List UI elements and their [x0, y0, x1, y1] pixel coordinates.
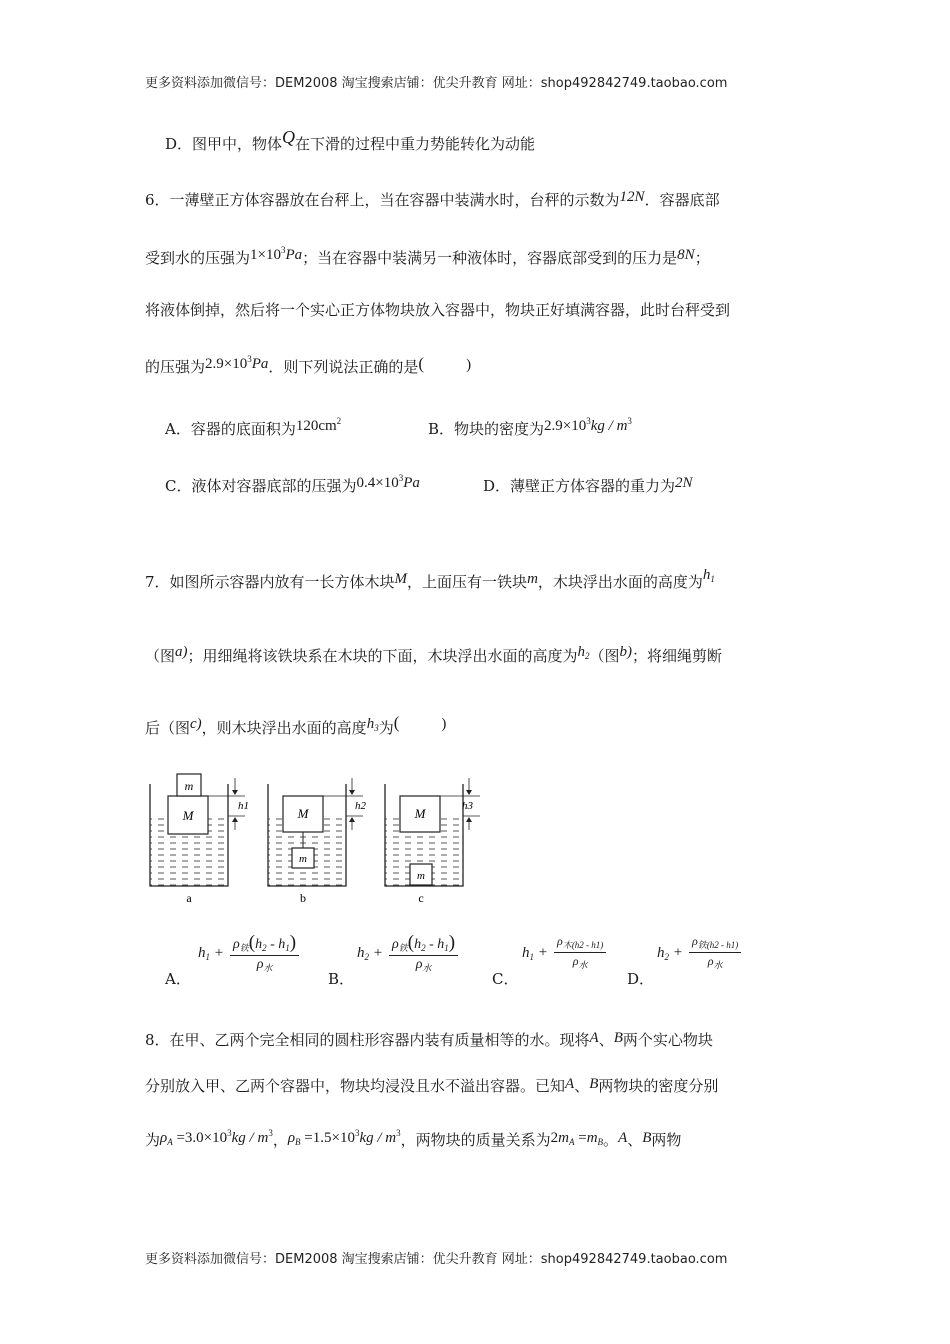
fig-a-M: M — [182, 808, 194, 823]
q6-unit: Pa — [251, 356, 269, 372]
q6-option-c — [165, 475, 420, 496]
q8-line-3 — [145, 1126, 681, 1155]
answer-paren-close: ) — [466, 357, 472, 373]
small-expr: (h2 - h1) — [706, 940, 739, 950]
minus: - — [425, 937, 438, 952]
q7-line-2 — [145, 646, 722, 671]
q7-sub: 1 — [285, 943, 290, 953]
q6-text: ．容器底部 — [644, 191, 720, 209]
option-value: 120cm — [295, 418, 337, 434]
plus-sign: + — [214, 945, 224, 961]
option-text: B．物块的密度为 — [428, 420, 545, 438]
q7-var: b) — [619, 644, 633, 660]
small-expr: (h2 - h1) — [571, 940, 604, 950]
sub-water: 水 — [263, 963, 273, 973]
rho: ρ — [557, 934, 563, 948]
q6-text: 将液体倒掉，然后将一个实心正方体物块放入容器中，物块正好填满容器，此时台秤受到 — [145, 301, 731, 319]
paren: ( — [248, 932, 256, 953]
q8-sub: B — [597, 1137, 604, 1147]
q7-text: ，上面压有一铁块 — [407, 573, 528, 591]
sub-iron: 铁 — [697, 940, 707, 950]
figure-c — [385, 778, 480, 905]
option-exp: 3 — [627, 416, 632, 426]
option-value: 2.9×10 — [544, 418, 587, 434]
fraction — [389, 932, 458, 974]
rho: ρ — [160, 1130, 168, 1146]
answer-paren-close: ) — [441, 716, 447, 732]
q7-var: h — [357, 945, 365, 961]
fig-a-h1: h1 — [238, 800, 249, 812]
q5-option-d — [165, 127, 536, 154]
q7-var: h — [278, 937, 286, 952]
q8-sub: A — [568, 1137, 575, 1147]
q8-text: 8．在甲、乙两个完全相同的圆柱形容器内装有质量相等的水。现将 — [145, 1031, 590, 1049]
q6-exp: 3 — [247, 354, 252, 364]
q8-exp: 3 — [268, 1128, 273, 1138]
q7-var: h — [255, 937, 263, 952]
rho: ρ — [233, 937, 240, 952]
q7-var: h — [522, 944, 530, 961]
q7-text: 7．如图所示容器内放有一长方体木块 — [145, 573, 395, 591]
q7-var: h — [198, 945, 206, 961]
q7-line-3 — [145, 713, 447, 743]
q7-option-d — [657, 934, 743, 971]
rho: ρ — [392, 937, 399, 952]
q8-text: ， — [272, 1131, 288, 1149]
rho: ρ — [256, 957, 264, 972]
q8-var: m — [558, 1130, 569, 1146]
q6-value: 2.9×10 — [205, 356, 248, 372]
q6-option-b — [428, 418, 632, 439]
fig-label-a: a — [186, 891, 192, 905]
q7-var: h — [414, 937, 422, 952]
option-unit: kg / m — [590, 418, 628, 434]
q7-text: 为 — [378, 719, 394, 737]
plus-sign: + — [373, 945, 383, 961]
plus-sign: + — [538, 944, 548, 961]
q8-var: A — [565, 1076, 575, 1092]
minus: - — [266, 937, 279, 952]
paren: ( — [407, 932, 415, 953]
q7-option-a-label: A． — [165, 970, 191, 988]
q8-text: 两物 — [651, 1131, 682, 1149]
option-text: D．薄壁正方体容器的重力为 — [483, 477, 676, 495]
q6-value: 1×10 — [250, 247, 281, 263]
q7-var: M — [394, 571, 408, 587]
q7-sub: 2 — [421, 943, 426, 953]
option-exp: 2 — [336, 416, 342, 426]
fig-b-m: m — [299, 853, 307, 865]
q7-var: h — [702, 567, 711, 583]
q7-sub: 1 — [710, 574, 715, 584]
fig-label-b: b — [300, 891, 306, 905]
q8-line-2 — [145, 1076, 718, 1097]
q7-var: h — [437, 937, 445, 952]
option-text: C．液体对容器底部的压强为 — [165, 477, 357, 495]
rho: ρ — [707, 954, 714, 968]
q6-unit: Pa — [285, 247, 303, 263]
q7-text: 后（图 — [145, 719, 191, 737]
q6-line-2 — [145, 244, 710, 269]
fig-a-m: m — [184, 779, 194, 793]
fig-b-h2: h2 — [355, 800, 366, 812]
fig-b-M: M — [297, 806, 309, 821]
q6-line-3 — [145, 300, 730, 320]
q6-text: ．则下列说法正确的是 — [268, 358, 419, 376]
q8-var: B — [589, 1076, 599, 1092]
q7-line-1 — [145, 567, 715, 597]
q8-value: =1.5×10 — [300, 1130, 355, 1146]
option-exp: 3 — [398, 473, 404, 483]
q8-value: =3.0×10 — [172, 1130, 228, 1146]
q8-text: 。 — [603, 1131, 619, 1149]
figure-a — [150, 774, 249, 905]
q7-text: ；将细绳剪断 — [632, 647, 723, 665]
q8-text: 两物块的密度分别 — [598, 1077, 719, 1095]
q7-figure — [145, 768, 485, 908]
answer-paren-open: ( — [393, 713, 400, 732]
sub-iron: 铁 — [239, 943, 249, 953]
q7-option-c — [522, 934, 608, 971]
q8-value: 2 — [550, 1130, 559, 1146]
q8-text: 、 — [598, 1031, 614, 1049]
q8-var: A — [618, 1130, 628, 1146]
q7-var: m — [527, 571, 538, 587]
paren: ) — [289, 932, 297, 953]
sub-wood: 木 — [562, 940, 572, 950]
q7-sub: 2 — [262, 943, 267, 953]
q8-sub: B — [295, 1137, 301, 1147]
q6-value: 12N — [619, 189, 645, 205]
q8-text: ，两物块的质量关系为 — [400, 1131, 551, 1149]
q7-option-d-label: D． — [627, 970, 655, 988]
sub-iron: 铁 — [398, 943, 408, 953]
q8-var: B — [613, 1030, 623, 1046]
q8-exp: 3 — [354, 1128, 360, 1138]
rho: ρ — [287, 1130, 296, 1146]
q6-option-d — [483, 475, 693, 496]
q5-d-var: Q — [282, 127, 296, 147]
q5-d-text: D．图甲中，物体 — [165, 135, 283, 153]
plus-sign: + — [673, 944, 683, 961]
fraction — [554, 934, 606, 971]
q7-var: h — [577, 644, 586, 660]
q8-line-1 — [145, 1030, 713, 1051]
option-value: 2N — [675, 475, 693, 491]
q7-sub: 3 — [374, 723, 379, 733]
option-unit: Pa — [403, 475, 420, 491]
option-value: 0.4×10 — [356, 475, 399, 491]
q7-sub: 2 — [364, 952, 369, 962]
q7-option-b — [357, 932, 460, 974]
q6-text: ；当在容器中装满另一种液体时，容器底部受到的压力是 — [302, 249, 678, 267]
q6-value: 8N — [677, 247, 695, 263]
q6-text: 的压强为 — [145, 358, 206, 376]
sub-water: 水 — [713, 960, 723, 970]
paren: ) — [448, 932, 456, 953]
option-exp: 3 — [586, 416, 591, 426]
q7-text: ；用细绳将该铁块系在木块的下面，木块浮出水面的高度为 — [187, 647, 578, 665]
q6-line-1 — [145, 190, 720, 211]
q7-sub: 2 — [585, 651, 590, 661]
fig-c-m: m — [417, 870, 425, 882]
q7-sub: 1 — [444, 943, 449, 953]
rho: ρ — [572, 954, 579, 968]
q8-text: 为 — [145, 1131, 161, 1149]
q8-value: = — [574, 1130, 587, 1146]
fig-label-c: c — [418, 891, 424, 905]
q7-option-a — [198, 932, 301, 974]
fig-c-M: M — [414, 806, 426, 821]
q8-exp: 3 — [396, 1128, 401, 1138]
q6-option-a — [165, 418, 341, 439]
sub-water: 水 — [578, 960, 588, 970]
q8-text: 分别放入甲、乙两个容器中，物块均浸没且水不溢出容器。已知 — [145, 1077, 566, 1095]
q6-exp: 3 — [280, 245, 286, 255]
q8-text: 、 — [574, 1077, 590, 1095]
q6-text: 6．一薄壁正方体容器放在台秤上，当在容器中装满水时，台秤的示数为 — [145, 191, 620, 209]
q6-text: 受到水的压强为 — [145, 249, 251, 267]
q8-text: 两个实心物块 — [622, 1031, 713, 1049]
q7-text: （图 — [145, 647, 176, 665]
q7-var: a) — [175, 644, 188, 660]
q7-var: c) — [190, 716, 202, 732]
q7-text: ，木块浮出水面的高度为 — [537, 573, 703, 591]
q7-sub: 2 — [664, 951, 669, 962]
option-text: A．容器的底面积为 — [165, 420, 296, 438]
fraction — [689, 934, 741, 971]
q8-var: m — [586, 1130, 598, 1146]
page-header: 更多资料添加微信号：DEM2008 淘宝搜索店铺：优尖升教育 网址：shop492842749.taobao.com — [145, 76, 728, 91]
sub-water: 水 — [422, 963, 432, 973]
q6-text: ； — [694, 249, 710, 267]
q7-option-b-label: B． — [328, 970, 355, 988]
q7-var: h — [657, 944, 665, 961]
q5-d-text-after: 在下滑的过程中重力势能转化为动能 — [295, 135, 536, 153]
q8-text: 、 — [627, 1131, 643, 1149]
answer-paren-open: ( — [418, 354, 425, 373]
q8-exp: 3 — [227, 1128, 232, 1138]
rho: ρ — [692, 934, 698, 948]
page-footer: 更多资料添加微信号：DEM2008 淘宝搜索店铺：优尖升教育 网址：shop492842749.taobao.com — [145, 1252, 728, 1267]
q7-sub: 1 — [205, 952, 210, 962]
q8-var: B — [642, 1130, 652, 1146]
fraction — [230, 932, 299, 974]
q7-sub: 1 — [529, 951, 534, 962]
q8-unit: kg / m — [359, 1130, 397, 1146]
q8-var: A — [589, 1030, 599, 1046]
figure-b — [268, 778, 367, 905]
q7-text: ，则木块浮出水面的高度 — [201, 719, 367, 737]
rho: ρ — [415, 957, 423, 972]
fig-c-h3: h3 — [462, 800, 473, 812]
q8-sub: A — [167, 1137, 173, 1147]
q6-line-4 — [145, 353, 471, 378]
q7-text: （图 — [589, 647, 620, 665]
q7-option-c-label: C． — [492, 970, 519, 988]
q7-var: h — [366, 716, 375, 732]
q8-unit: kg / m — [231, 1130, 269, 1146]
